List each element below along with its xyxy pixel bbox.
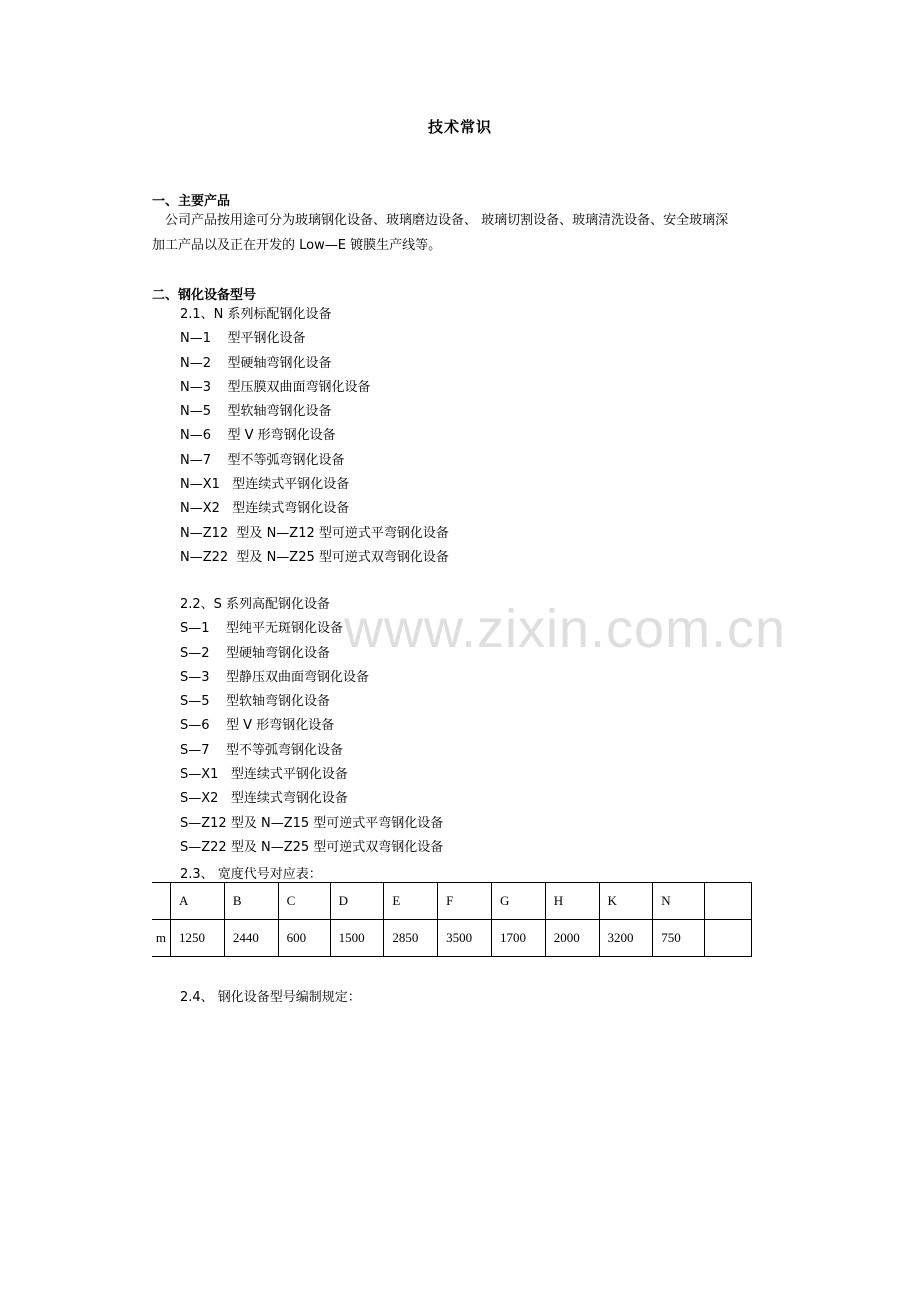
paragraph-line: 公司产品按用途可分为玻璃钢化设备、玻璃磨边设备、 玻璃切割设备、玻璃清洗设备、安全玻璃深 xyxy=(165,213,729,228)
table-cell: H xyxy=(545,883,599,920)
list-item: S—1 型纯平无斑钢化设备 xyxy=(180,621,344,637)
table-cell: 3200 xyxy=(599,920,653,957)
list-item: S—Z22 型及 N—Z25 型可逆式双弯钢化设备 xyxy=(180,839,444,855)
width-table-label: 2.3、 宽度代号对应表： xyxy=(180,867,322,882)
list-item: S—2 型硬轴弯钢化设备 xyxy=(180,645,331,661)
table-row xyxy=(152,920,752,957)
list-item: N—2 型硬轴弯钢化设备 xyxy=(180,355,332,371)
list-item: N—1 型平钢化设备 xyxy=(180,331,306,347)
table-cell: m xyxy=(152,920,171,957)
table-cell: 750 xyxy=(653,920,705,957)
list-item: S—7 型不等弧弯钢化设备 xyxy=(180,742,344,758)
list-item: S—3 型静压双曲面弯钢化设备 xyxy=(180,669,370,685)
table-cell: G xyxy=(491,883,545,920)
table-cell xyxy=(705,920,752,957)
list-item: N—6 型 V 形弯钢化设备 xyxy=(180,428,336,444)
list-item: S—5 型软轴弯钢化设备 xyxy=(180,694,331,710)
list-item: 2.1、N 系列标配钢化设备 xyxy=(180,307,332,322)
list-item: N—Z22 型及 N—Z25 型可逆式双弯钢化设备 xyxy=(180,549,449,565)
table-cell: N xyxy=(653,883,705,920)
table-cell: 1250 xyxy=(171,920,225,957)
main-products-paragraph xyxy=(152,208,772,258)
document-title: 技术常识 xyxy=(427,118,492,136)
model-rules-label: 2.4、 钢化设备型号编制规定： xyxy=(180,990,361,1005)
list-item: S—X2 型连续式弯钢化设备 xyxy=(180,791,348,807)
table-cell: 2000 xyxy=(545,920,599,957)
list-item: N—5 型软轴弯钢化设备 xyxy=(180,404,332,420)
list-item: S—6 型 V 形弯钢化设备 xyxy=(180,718,335,734)
list-item: N—X1 型连续式平钢化设备 xyxy=(180,477,350,493)
table-cell: C xyxy=(278,883,330,920)
list-item: N—X2 型连续式弯钢化设备 xyxy=(180,501,350,517)
table-cell: E xyxy=(384,883,438,920)
paragraph-line: 加工产品以及正在开发的 Low—E 镀膜生产线等。 xyxy=(152,238,442,253)
table-cell: D xyxy=(330,883,384,920)
table-cell: 3500 xyxy=(438,920,492,957)
table-cell: 2850 xyxy=(384,920,438,957)
table-cell: K xyxy=(599,883,653,920)
list-item: N—7 型不等弧弯钢化设备 xyxy=(180,452,345,468)
table-cell: F xyxy=(438,883,492,920)
table-cell: A xyxy=(171,883,225,920)
section-heading-main-products: 一、主要产品 xyxy=(152,194,231,209)
width-code-table-clip xyxy=(152,882,770,958)
n-series-list xyxy=(180,303,449,570)
s-series-list xyxy=(180,593,443,860)
section-heading-tempering-models: 二、钢化设备型号 xyxy=(152,288,257,303)
list-item: N—Z12 型及 N—Z12 型可逆式平弯钢化设备 xyxy=(180,525,449,541)
table-cell xyxy=(705,883,752,920)
list-item: 2.2、S 系列高配钢化设备 xyxy=(180,597,331,612)
list-item: S—Z12 型及 N—Z15 型可逆式平弯钢化设备 xyxy=(180,815,444,831)
table-cell: 600 xyxy=(278,920,330,957)
table-cell: 1700 xyxy=(491,920,545,957)
table-cell: B xyxy=(224,883,278,920)
width-code-table xyxy=(152,882,752,957)
table-row xyxy=(152,883,752,920)
table-cell: 1500 xyxy=(330,920,384,957)
list-item: S—X1 型连续式平钢化设备 xyxy=(180,767,348,783)
watermark: www.zixin.com.cn xyxy=(344,599,787,659)
list-item: N—3 型压膜双曲面弯钢化设备 xyxy=(180,379,371,395)
table-cell: 2440 xyxy=(224,920,278,957)
table-cell xyxy=(152,883,171,920)
